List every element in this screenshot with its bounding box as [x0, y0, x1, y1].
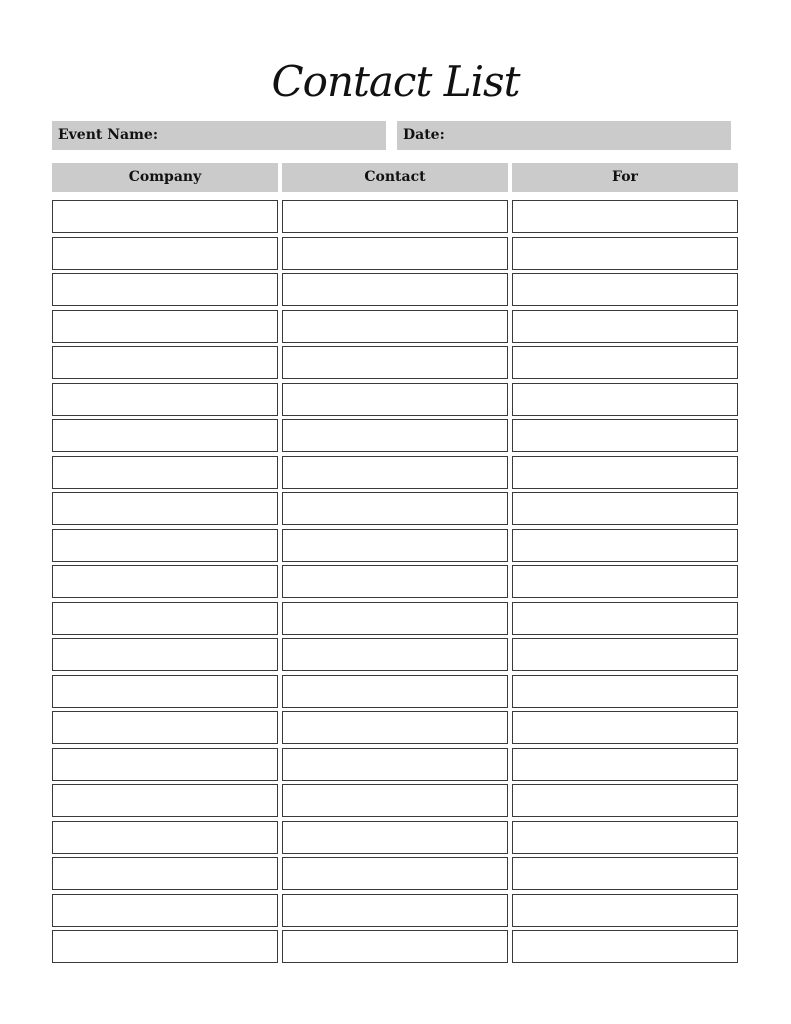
entry-cell-for[interactable] — [512, 200, 738, 233]
entry-cell-company[interactable] — [52, 930, 278, 963]
entry-cell-contact[interactable] — [282, 638, 508, 671]
column-header-for: For — [512, 163, 738, 192]
entry-cell-contact[interactable] — [282, 200, 508, 233]
entry-cell-company[interactable] — [52, 237, 278, 270]
entry-cell-for[interactable] — [512, 857, 738, 890]
entry-cell-company[interactable] — [52, 346, 278, 379]
entry-cell-for[interactable] — [512, 456, 738, 489]
entry-cell-company[interactable] — [52, 529, 278, 562]
entry-cell-for[interactable] — [512, 675, 738, 708]
entry-cell-company[interactable] — [52, 383, 278, 416]
entry-cell-contact[interactable] — [282, 857, 508, 890]
entry-cell-company[interactable] — [52, 456, 278, 489]
entry-cell-for[interactable] — [512, 602, 738, 635]
entry-cell-contact[interactable] — [282, 711, 508, 744]
entry-cell-company[interactable] — [52, 857, 278, 890]
entry-cell-company[interactable] — [52, 310, 278, 343]
entry-cell-contact[interactable] — [282, 492, 508, 525]
entry-cell-contact[interactable] — [282, 748, 508, 781]
entry-cell-company[interactable] — [52, 748, 278, 781]
entry-cell-for[interactable] — [512, 346, 738, 379]
entry-cell-contact[interactable] — [282, 784, 508, 817]
entry-cell-for[interactable] — [512, 565, 738, 598]
entry-cell-for[interactable] — [512, 784, 738, 817]
entry-cell-for[interactable] — [512, 492, 738, 525]
entry-cell-for[interactable] — [512, 638, 738, 671]
entry-cell-for[interactable] — [512, 894, 738, 927]
entry-cell-contact[interactable] — [282, 419, 508, 452]
entry-cell-for[interactable] — [512, 930, 738, 963]
entry-cell-company[interactable] — [52, 821, 278, 854]
entry-cell-contact[interactable] — [282, 346, 508, 379]
entry-cell-company[interactable] — [52, 638, 278, 671]
column-header-company: Company — [52, 163, 278, 192]
entry-cell-contact[interactable] — [282, 894, 508, 927]
entry-cell-contact[interactable] — [282, 529, 508, 562]
entry-cell-company[interactable] — [52, 200, 278, 233]
entry-cell-for[interactable] — [512, 529, 738, 562]
entry-cell-for[interactable] — [512, 419, 738, 452]
entry-cell-for[interactable] — [512, 237, 738, 270]
entry-cell-contact[interactable] — [282, 602, 508, 635]
entry-cell-for[interactable] — [512, 273, 738, 306]
entry-cell-company[interactable] — [52, 492, 278, 525]
entry-cell-contact[interactable] — [282, 237, 508, 270]
page-title: Contact List — [271, 57, 520, 106]
entry-cell-contact[interactable] — [282, 383, 508, 416]
entry-cell-company[interactable] — [52, 565, 278, 598]
entry-cell-for[interactable] — [512, 748, 738, 781]
entry-cell-contact[interactable] — [282, 310, 508, 343]
entry-cell-contact[interactable] — [282, 930, 508, 963]
entry-cell-company[interactable] — [52, 675, 278, 708]
entry-cell-contact[interactable] — [282, 821, 508, 854]
column-header-contact: Contact — [282, 163, 508, 192]
entry-cell-for[interactable] — [512, 711, 738, 744]
entry-cell-company[interactable] — [52, 894, 278, 927]
event-name-label: Event Name: — [58, 127, 158, 143]
entry-cell-contact[interactable] — [282, 456, 508, 489]
entry-cell-company[interactable] — [52, 784, 278, 817]
entry-cell-for[interactable] — [512, 310, 738, 343]
entry-cell-contact[interactable] — [282, 273, 508, 306]
entry-cell-company[interactable] — [52, 419, 278, 452]
entry-cell-company[interactable] — [52, 602, 278, 635]
entry-cell-for[interactable] — [512, 821, 738, 854]
entry-cell-company[interactable] — [52, 711, 278, 744]
entry-cell-contact[interactable] — [282, 565, 508, 598]
date-label: Date: — [403, 127, 445, 143]
entry-cell-contact[interactable] — [282, 675, 508, 708]
entry-cell-company[interactable] — [52, 273, 278, 306]
entry-cell-for[interactable] — [512, 383, 738, 416]
